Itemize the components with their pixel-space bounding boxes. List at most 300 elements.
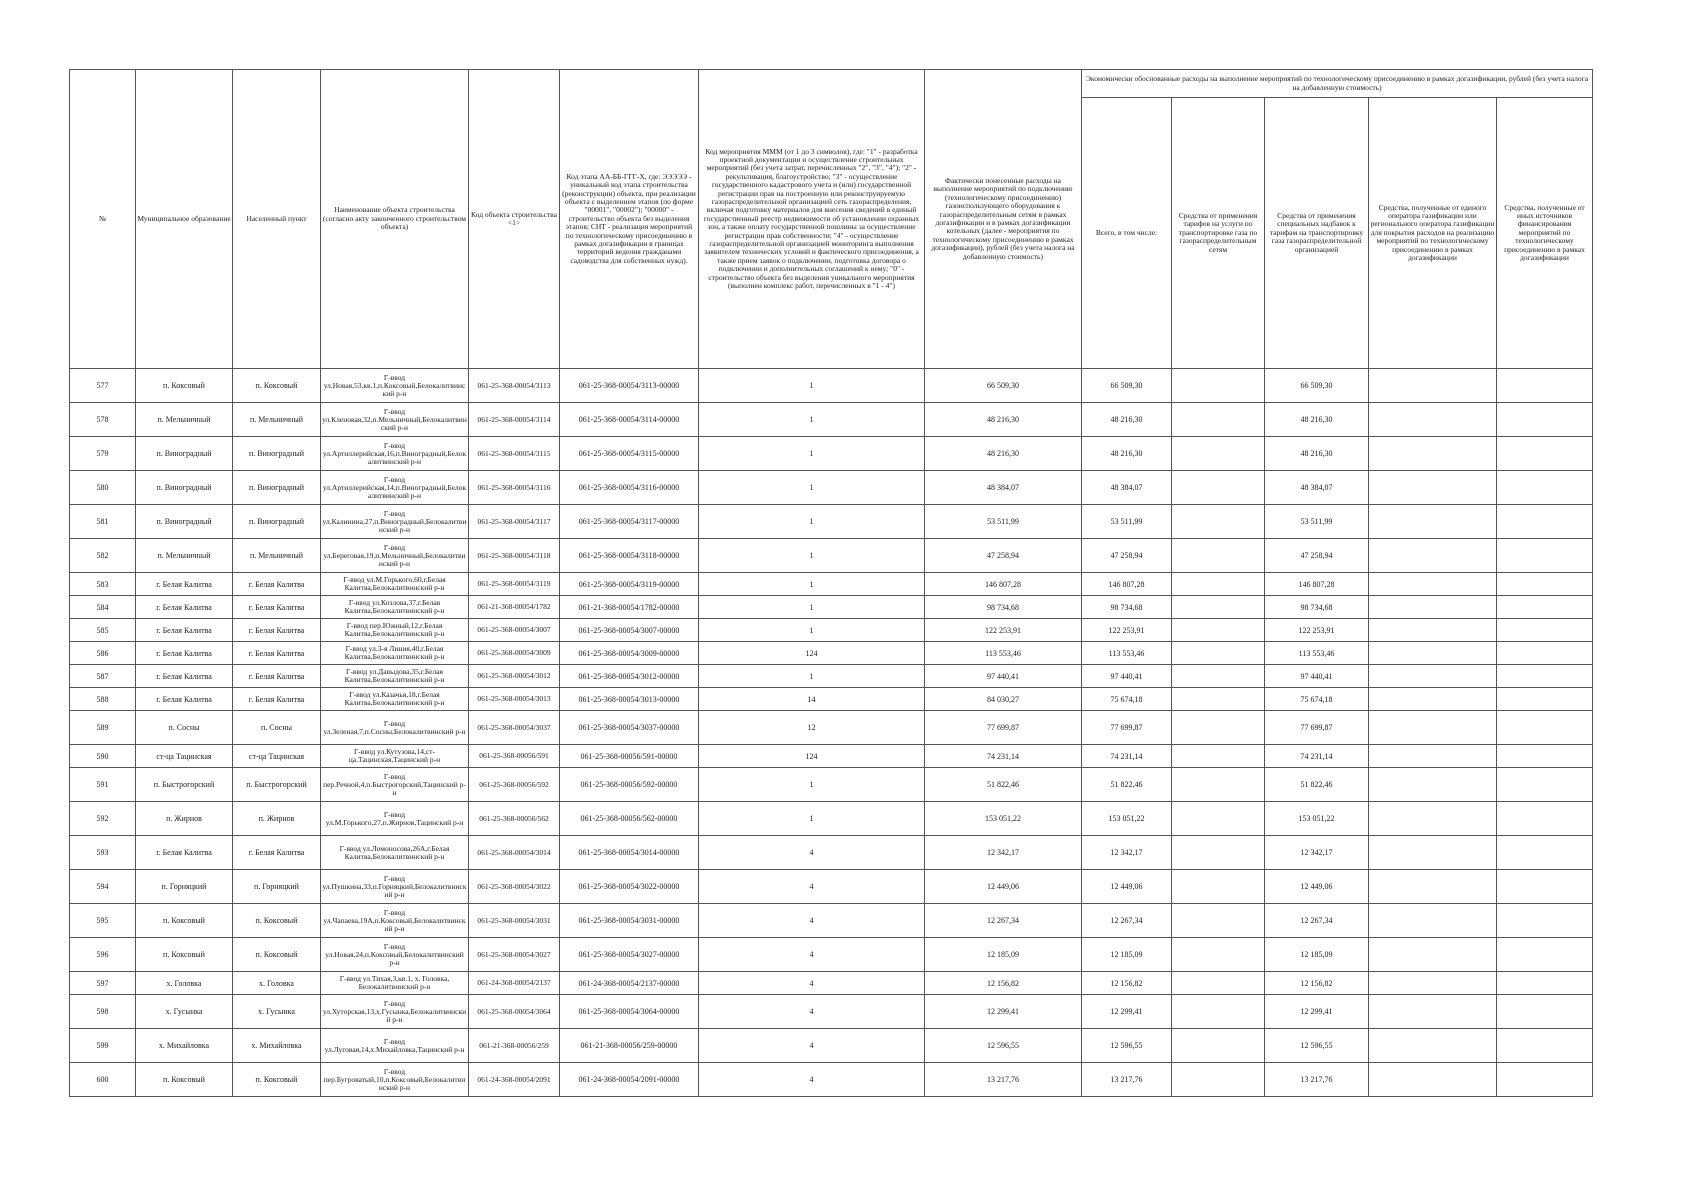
table-row xyxy=(70,870,1593,904)
stage-code-cell: 061-25-368-00054/3031-00000 xyxy=(560,904,699,938)
header-stage-code: Код этапа АА-ББ-ГГГ-Х, где: ЭЭЭЭЭ - уникальный код этапа строительства (реконструкции) объекта, при реализации объекта с выделением этапов (по форме "00001", "00002"); "00000" - строительство объекта без выделения этапов; СНТ - реализация мероприятий по технологическому присоединению в рамках догазификации в границах территорий ведения гражданами садоводства для собственных нужд). xyxy=(560,70,699,369)
stage-code-cell: 061-25-368-00054/3119-00000 xyxy=(560,573,699,596)
object-name-cell: Г-ввод пер.Речной,4,п.Быстрогорский,Тацинский р-н xyxy=(321,768,469,802)
settlement-cell: п. Сосны xyxy=(233,711,321,745)
municipality-cell: х. Михайловка xyxy=(136,1029,233,1063)
municipality-cell: п. Виноградный xyxy=(136,471,233,505)
municipality-cell: г. Белая Калитва xyxy=(136,573,233,596)
tariffs-cell xyxy=(1172,642,1265,665)
actual-costs-cell: 66 509,30 xyxy=(925,369,1082,403)
stage-code-cell: 061-25-368-00054/3009-00000 xyxy=(560,642,699,665)
operator-cell xyxy=(1369,972,1497,995)
municipality-cell: п. Виноградный xyxy=(136,505,233,539)
total-cell: 48 216,30 xyxy=(1082,437,1172,471)
municipality-cell: п. Коксовый xyxy=(136,938,233,972)
gasification-costs-table xyxy=(69,69,1593,1097)
municipality-cell: г. Белая Калитва xyxy=(136,596,233,619)
settlement-cell: п. Коксовый xyxy=(233,938,321,972)
object-code-cell: 061-25-368-00054/3013 xyxy=(469,688,560,711)
actual-costs-cell: 48 216,30 xyxy=(925,403,1082,437)
operator-cell xyxy=(1369,745,1497,768)
surcharges-cell: 66 509,30 xyxy=(1265,369,1369,403)
operator-cell xyxy=(1369,619,1497,642)
stage-code-cell: 061-25-368-00054/3064-00000 xyxy=(560,995,699,1029)
event-code-cell: 4 xyxy=(699,972,925,995)
row-number: 594 xyxy=(70,870,136,904)
settlement-cell: п. Виноградный xyxy=(233,471,321,505)
settlement-cell: п. Коксовый xyxy=(233,369,321,403)
tariffs-cell xyxy=(1172,711,1265,745)
surcharges-cell: 12 299,41 xyxy=(1265,995,1369,1029)
tariffs-cell xyxy=(1172,619,1265,642)
tariffs-cell xyxy=(1172,904,1265,938)
operator-cell xyxy=(1369,369,1497,403)
object-name-cell: Г-ввод пер.Бугроватый,10,п.Коксовый,Белокалитвинский р-н xyxy=(321,1063,469,1097)
surcharges-cell: 113 553,46 xyxy=(1265,642,1369,665)
actual-costs-cell: 13 217,76 xyxy=(925,1063,1082,1097)
actual-costs-cell: 48 384,07 xyxy=(925,471,1082,505)
other-cell xyxy=(1497,768,1593,802)
municipality-cell: п. Мельничный xyxy=(136,539,233,573)
row-number: 597 xyxy=(70,972,136,995)
stage-code-cell: 061-24-368-00054/2137-00000 xyxy=(560,972,699,995)
object-code-cell: 061-25-368-00054/3118 xyxy=(469,539,560,573)
municipality-cell: ст-ца Тацинская xyxy=(136,745,233,768)
stage-code-cell: 061-25-368-00054/3014-00000 xyxy=(560,836,699,870)
total-cell: 12 156,82 xyxy=(1082,972,1172,995)
operator-cell xyxy=(1369,938,1497,972)
total-cell: 75 674,18 xyxy=(1082,688,1172,711)
surcharges-cell: 12 267,34 xyxy=(1265,904,1369,938)
table-row xyxy=(70,596,1593,619)
settlement-cell: п. Коксовый xyxy=(233,904,321,938)
event-code-cell: 124 xyxy=(699,745,925,768)
surcharges-cell: 48 384,07 xyxy=(1265,471,1369,505)
actual-costs-cell: 12 156,82 xyxy=(925,972,1082,995)
object-name-cell: Г-ввод ул.3-я Линия,40,г.Белая Калитва,Белокалитвинский р-н xyxy=(321,642,469,665)
event-code-cell: 1 xyxy=(699,539,925,573)
header-municipality: Муниципальное образование xyxy=(136,70,233,369)
tariffs-cell xyxy=(1172,745,1265,768)
row-number: 590 xyxy=(70,745,136,768)
municipality-cell: п. Коксовый xyxy=(136,904,233,938)
total-cell: 146 807,28 xyxy=(1082,573,1172,596)
table-body xyxy=(70,369,1593,1097)
event-code-cell: 1 xyxy=(699,619,925,642)
tariffs-cell xyxy=(1172,802,1265,836)
municipality-cell: п. Коксовый xyxy=(136,1063,233,1097)
stage-code-cell: 061-25-368-00056/592-00000 xyxy=(560,768,699,802)
municipality-cell: п. Сосны xyxy=(136,711,233,745)
surcharges-cell: 47 258,94 xyxy=(1265,539,1369,573)
tariffs-cell xyxy=(1172,972,1265,995)
object-code-cell: 061-25-368-00056/591 xyxy=(469,745,560,768)
surcharges-cell: 146 807,28 xyxy=(1265,573,1369,596)
other-cell xyxy=(1497,539,1593,573)
total-cell: 48 216,30 xyxy=(1082,403,1172,437)
settlement-cell: п. Мельничный xyxy=(233,403,321,437)
tariffs-cell xyxy=(1172,1029,1265,1063)
object-code-cell: 061-25-368-00054/3113 xyxy=(469,369,560,403)
other-cell xyxy=(1497,745,1593,768)
operator-cell xyxy=(1369,437,1497,471)
row-number: 583 xyxy=(70,573,136,596)
total-cell: 13 217,76 xyxy=(1082,1063,1172,1097)
other-cell xyxy=(1497,403,1593,437)
table-row xyxy=(70,505,1593,539)
other-cell xyxy=(1497,870,1593,904)
stage-code-cell: 061-25-368-00054/3114-00000 xyxy=(560,403,699,437)
operator-cell xyxy=(1369,573,1497,596)
event-code-cell: 124 xyxy=(699,642,925,665)
actual-costs-cell: 97 440,41 xyxy=(925,665,1082,688)
actual-costs-cell: 53 511,99 xyxy=(925,505,1082,539)
settlement-cell: п. Быстрогорский xyxy=(233,768,321,802)
total-cell: 77 699,87 xyxy=(1082,711,1172,745)
row-number: 599 xyxy=(70,1029,136,1063)
surcharges-cell: 97 440,41 xyxy=(1265,665,1369,688)
operator-cell xyxy=(1369,904,1497,938)
header-actual-costs: Фактически понесенные расходы на выполнение мероприятий по подключению (технологическому присоединению) газоиспользующего оборудования к газораспределительным сетям в рамках догазификации и в рамках догазификации котельных (далее - мероприятия по технологическому присоединению в рамках догазификации), рублей (без учета налога на добавленную стоимость) xyxy=(925,70,1082,369)
tariffs-cell xyxy=(1172,995,1265,1029)
actual-costs-cell: 12 185,09 xyxy=(925,938,1082,972)
event-code-cell: 1 xyxy=(699,596,925,619)
other-cell xyxy=(1497,904,1593,938)
stage-code-cell: 061-21-368-00056/259-00000 xyxy=(560,1029,699,1063)
other-cell xyxy=(1497,642,1593,665)
municipality-cell: х. Гусынка xyxy=(136,995,233,1029)
header-object-name: Наименование объекта строительства (согласно акту законченного строительством объекта) xyxy=(321,70,469,369)
row-number: 587 xyxy=(70,665,136,688)
stage-code-cell: 061-25-368-00054/3116-00000 xyxy=(560,471,699,505)
event-code-cell: 4 xyxy=(699,1029,925,1063)
municipality-cell: п. Жирнов xyxy=(136,802,233,836)
surcharges-cell: 48 216,30 xyxy=(1265,403,1369,437)
tariffs-cell xyxy=(1172,688,1265,711)
actual-costs-cell: 12 267,34 xyxy=(925,904,1082,938)
actual-costs-cell: 12 449,06 xyxy=(925,870,1082,904)
row-number: 577 xyxy=(70,369,136,403)
other-cell xyxy=(1497,1063,1593,1097)
event-code-cell: 1 xyxy=(699,505,925,539)
tariffs-cell xyxy=(1172,471,1265,505)
object-name-cell: Г-ввод ул.Казачья,18,г.Белая Калитва,Белокалитвинский р-н xyxy=(321,688,469,711)
object-code-cell: 061-25-368-00054/3031 xyxy=(469,904,560,938)
header-object-code: Код объекта строительства <1> xyxy=(469,70,560,369)
other-cell xyxy=(1497,369,1593,403)
event-code-cell: 1 xyxy=(699,802,925,836)
operator-cell xyxy=(1369,471,1497,505)
table-row xyxy=(70,1029,1593,1063)
event-code-cell: 4 xyxy=(699,836,925,870)
object-code-cell: 061-25-368-00054/3037 xyxy=(469,711,560,745)
table-row xyxy=(70,1063,1593,1097)
surcharges-cell: 122 253,91 xyxy=(1265,619,1369,642)
municipality-cell: п. Быстрогорский xyxy=(136,768,233,802)
total-cell: 153 051,22 xyxy=(1082,802,1172,836)
actual-costs-cell: 84 030,27 xyxy=(925,688,1082,711)
operator-cell xyxy=(1369,642,1497,665)
operator-cell xyxy=(1369,836,1497,870)
total-cell: 12 449,06 xyxy=(1082,870,1172,904)
object-code-cell: 061-24-368-00054/2091 xyxy=(469,1063,560,1097)
other-cell xyxy=(1497,437,1593,471)
event-code-cell: 1 xyxy=(699,471,925,505)
object-code-cell: 061-21-368-00054/1782 xyxy=(469,596,560,619)
settlement-cell: п. Виноградный xyxy=(233,437,321,471)
stage-code-cell: 061-24-368-00054/2091-00000 xyxy=(560,1063,699,1097)
stage-code-cell: 061-25-368-00054/3013-00000 xyxy=(560,688,699,711)
row-number: 579 xyxy=(70,437,136,471)
event-code-cell: 14 xyxy=(699,688,925,711)
stage-code-cell: 061-25-368-00054/3027-00000 xyxy=(560,938,699,972)
header-other: Средства, полученные от иных источников финансирования мероприятий по технологическому присоединению в рамках догазификации xyxy=(1497,98,1593,369)
stage-code-cell: 061-21-368-00054/1782-00000 xyxy=(560,596,699,619)
actual-costs-cell: 113 553,46 xyxy=(925,642,1082,665)
municipality-cell: г. Белая Калитва xyxy=(136,619,233,642)
total-cell: 66 509,30 xyxy=(1082,369,1172,403)
settlement-cell: п. Виноградный xyxy=(233,505,321,539)
settlement-cell: г. Белая Калитва xyxy=(233,619,321,642)
operator-cell xyxy=(1369,403,1497,437)
row-number: 593 xyxy=(70,836,136,870)
object-name-cell: Г-ввод ул.Новая,53,кв.1,п.Коксовый,Белокалитвинский р-н xyxy=(321,369,469,403)
object-code-cell: 061-25-368-00054/3014 xyxy=(469,836,560,870)
surcharges-cell: 75 674,18 xyxy=(1265,688,1369,711)
header-econ-group: Экономически обоснованные расходы на выполнение мероприятий по технологическому присоединению в рамках догазификации, рублей (без учета налога на добавленную стоимость) xyxy=(1082,70,1593,98)
total-cell: 113 553,46 xyxy=(1082,642,1172,665)
actual-costs-cell: 51 822,46 xyxy=(925,768,1082,802)
actual-costs-cell: 12 342,17 xyxy=(925,836,1082,870)
row-number: 588 xyxy=(70,688,136,711)
object-code-cell: 061-25-368-00054/3027 xyxy=(469,938,560,972)
surcharges-cell: 13 217,76 xyxy=(1265,1063,1369,1097)
stage-code-cell: 061-25-368-00054/3022-00000 xyxy=(560,870,699,904)
object-name-cell: Г-ввод ул.Артиллерийская,16,п.Виноградный,Белокалитвинский р-н xyxy=(321,437,469,471)
row-number: 589 xyxy=(70,711,136,745)
stage-code-cell: 061-25-368-00056/562-00000 xyxy=(560,802,699,836)
row-number: 581 xyxy=(70,505,136,539)
municipality-cell: п. Коксовый xyxy=(136,369,233,403)
surcharges-cell: 12 596,55 xyxy=(1265,1029,1369,1063)
municipality-cell: п. Виноградный xyxy=(136,437,233,471)
header-surcharges: Средства от применения специальных надбавок к тарифам на транспортировку газа газораспределительной организацией xyxy=(1265,98,1369,369)
operator-cell xyxy=(1369,802,1497,836)
tariffs-cell xyxy=(1172,369,1265,403)
stage-code-cell: 061-25-368-00054/3007-00000 xyxy=(560,619,699,642)
object-code-cell: 061-24-368-00054/2137 xyxy=(469,972,560,995)
total-cell: 53 511,99 xyxy=(1082,505,1172,539)
surcharges-cell: 77 699,87 xyxy=(1265,711,1369,745)
total-cell: 122 253,91 xyxy=(1082,619,1172,642)
header-tariffs: Средства от применения тарифов на услуги по транспортировке газа по газораспределительным сетям xyxy=(1172,98,1265,369)
row-number: 596 xyxy=(70,938,136,972)
object-name-cell: Г-ввод ул.Тихая,3,кв.1, х. Головка, Белокалитвинский р-н xyxy=(321,972,469,995)
table-row xyxy=(70,904,1593,938)
object-name-cell: Г-ввод ул.Зеленая,7,п.Сосны,Белокалитвинский р-н xyxy=(321,711,469,745)
operator-cell xyxy=(1369,665,1497,688)
object-name-cell: Г-ввод пер.Южный,12,г.Белая Калитва,Белокалитвинский р-н xyxy=(321,619,469,642)
object-name-cell: Г-ввод ул.Артиллерийская,14,п.Виноградный,Белокалитвинский р-н xyxy=(321,471,469,505)
other-cell xyxy=(1497,938,1593,972)
settlement-cell: г. Белая Калитва xyxy=(233,596,321,619)
event-code-cell: 12 xyxy=(699,711,925,745)
other-cell xyxy=(1497,665,1593,688)
total-cell: 12 299,41 xyxy=(1082,995,1172,1029)
object-code-cell: 061-25-368-00056/562 xyxy=(469,802,560,836)
stage-code-cell: 061-25-368-00054/3118-00000 xyxy=(560,539,699,573)
operator-cell xyxy=(1369,1029,1497,1063)
object-name-cell: Г-ввод ул.Пушкина,33,п.Горняцкий,Белокалитвинский р-н xyxy=(321,870,469,904)
table-row xyxy=(70,972,1593,995)
settlement-cell: х. Михайловка xyxy=(233,1029,321,1063)
tariffs-cell xyxy=(1172,573,1265,596)
stage-code-cell: 061-25-368-00056/591-00000 xyxy=(560,745,699,768)
other-cell xyxy=(1497,505,1593,539)
surcharges-cell: 51 822,46 xyxy=(1265,768,1369,802)
settlement-cell: г. Белая Калитва xyxy=(233,573,321,596)
header-event-code: Код мероприятия МММ (от 1 до 3 символов), где: "1" - разработка проектной документации и осуществление строительных мероприятий (без учета затрат, перечисленных "2", "3", "4"); "2" - рекультивация, благоустройство; "3" - осуществление государственного кадастрового учета и (или) государственной регистрации прав на построенную или реконструируемую газораспределительной организацией сеть газораспределения, включая подготовку материалов для внесения сведений в единый государственный реестр недвижимости об установлении охранных зон, а также оплату государственной пошлины за осуществление регистрации прав собственности; "4" - осуществление газораспределительной организацией мониторинга выполнения заявителем технических условий и фактического присоединения, а также прием заявок о подключении, подготовка договора о подключении и дополнительных соглашений к нему; "0" - строительство объекта без выделения уникального мероприятия (выполнен комплекс работ, перечисленных в "1 - 4") xyxy=(699,70,925,369)
surcharges-cell: 98 734,68 xyxy=(1265,596,1369,619)
operator-cell xyxy=(1369,1063,1497,1097)
stage-code-cell: 061-25-368-00054/3115-00000 xyxy=(560,437,699,471)
table-row xyxy=(70,938,1593,972)
header-operator: Средства, полученные от единого оператора газификации или регионального оператора газификации для покрытия расходов на реализацию мероприятий по технологическому присоединению в рамках догазификации xyxy=(1369,98,1497,369)
total-cell: 97 440,41 xyxy=(1082,665,1172,688)
other-cell xyxy=(1497,688,1593,711)
object-code-cell: 061-25-368-00054/3007 xyxy=(469,619,560,642)
object-code-cell: 061-25-368-00054/3116 xyxy=(469,471,560,505)
object-code-cell: 061-25-368-00054/3119 xyxy=(469,573,560,596)
header-settlement: Населенный пункт xyxy=(233,70,321,369)
table-row xyxy=(70,539,1593,573)
table-row xyxy=(70,802,1593,836)
surcharges-cell: 12 449,06 xyxy=(1265,870,1369,904)
actual-costs-cell: 77 699,87 xyxy=(925,711,1082,745)
actual-costs-cell: 48 216,30 xyxy=(925,437,1082,471)
settlement-cell: г. Белая Калитва xyxy=(233,836,321,870)
stage-code-cell: 061-25-368-00054/3037-00000 xyxy=(560,711,699,745)
tariffs-cell xyxy=(1172,938,1265,972)
settlement-cell: п. Горняцкий xyxy=(233,870,321,904)
other-cell xyxy=(1497,711,1593,745)
table-row xyxy=(70,369,1593,403)
object-code-cell: 061-25-368-00054/3117 xyxy=(469,505,560,539)
municipality-cell: п. Мельничный xyxy=(136,403,233,437)
row-number: 591 xyxy=(70,768,136,802)
object-code-cell: 061-25-368-00054/3115 xyxy=(469,437,560,471)
tariffs-cell xyxy=(1172,836,1265,870)
object-code-cell: 061-25-368-00054/3114 xyxy=(469,403,560,437)
event-code-cell: 4 xyxy=(699,995,925,1029)
row-number: 600 xyxy=(70,1063,136,1097)
document-sheet xyxy=(69,69,1592,1097)
table-row xyxy=(70,745,1593,768)
other-cell xyxy=(1497,1029,1593,1063)
tariffs-cell xyxy=(1172,505,1265,539)
other-cell xyxy=(1497,972,1593,995)
total-cell: 48 384,07 xyxy=(1082,471,1172,505)
surcharges-cell: 12 156,82 xyxy=(1265,972,1369,995)
row-number: 585 xyxy=(70,619,136,642)
object-name-cell: Г-ввод ул.Кленовая,32,п.Мельничный,Белокалитвинский р-н xyxy=(321,403,469,437)
other-cell xyxy=(1497,619,1593,642)
table-row xyxy=(70,471,1593,505)
event-code-cell: 4 xyxy=(699,1063,925,1097)
operator-cell xyxy=(1369,711,1497,745)
settlement-cell: х. Головка xyxy=(233,972,321,995)
actual-costs-cell: 74 231,14 xyxy=(925,745,1082,768)
object-name-cell: Г-ввод ул.Хуторская,13,х.Гусынка,Белокалитвинский р-н xyxy=(321,995,469,1029)
actual-costs-cell: 98 734,68 xyxy=(925,596,1082,619)
settlement-cell: г. Белая Калитва xyxy=(233,642,321,665)
object-name-cell: Г-ввод ул.Кутузова,14,ст-ца.Тацинская,Тацинский р-н xyxy=(321,745,469,768)
object-name-cell: Г-ввод ул.Калинина,27,п.Виноградный,Белокалитвинский р-н xyxy=(321,505,469,539)
object-code-cell: 061-21-368-00056/259 xyxy=(469,1029,560,1063)
object-name-cell: Г-ввод ул.Давыдова,35,г.Белая Калитва,Белокалитвинский р-н xyxy=(321,665,469,688)
table-header xyxy=(70,70,1593,369)
actual-costs-cell: 153 051,22 xyxy=(925,802,1082,836)
surcharges-cell: 153 051,22 xyxy=(1265,802,1369,836)
row-number: 598 xyxy=(70,995,136,1029)
tariffs-cell xyxy=(1172,665,1265,688)
stage-code-cell: 061-25-368-00054/3113-00000 xyxy=(560,369,699,403)
object-code-cell: 061-25-368-00054/3012 xyxy=(469,665,560,688)
table-row xyxy=(70,573,1593,596)
table-row xyxy=(70,619,1593,642)
other-cell xyxy=(1497,802,1593,836)
surcharges-cell: 12 342,17 xyxy=(1265,836,1369,870)
other-cell xyxy=(1497,573,1593,596)
header-total: Всего, в том числе: xyxy=(1082,98,1172,369)
row-number: 586 xyxy=(70,642,136,665)
object-name-cell: Г-ввод ул.Луговая,14,х.Михайловка,Тацинский р-н xyxy=(321,1029,469,1063)
table-row xyxy=(70,836,1593,870)
operator-cell xyxy=(1369,539,1497,573)
table-row xyxy=(70,995,1593,1029)
total-cell: 12 342,17 xyxy=(1082,836,1172,870)
settlement-cell: п. Коксовый xyxy=(233,1063,321,1097)
actual-costs-cell: 122 253,91 xyxy=(925,619,1082,642)
total-cell: 12 185,09 xyxy=(1082,938,1172,972)
table-row xyxy=(70,437,1593,471)
tariffs-cell xyxy=(1172,1063,1265,1097)
settlement-cell: х. Гусынка xyxy=(233,995,321,1029)
object-code-cell: 061-25-368-00056/592 xyxy=(469,768,560,802)
other-cell xyxy=(1497,836,1593,870)
operator-cell xyxy=(1369,768,1497,802)
object-name-cell: Г-ввод ул.Козлова,37,г.Белая Калитва,Белокалитвинский р-н xyxy=(321,596,469,619)
total-cell: 51 822,46 xyxy=(1082,768,1172,802)
table-row xyxy=(70,688,1593,711)
table-row xyxy=(70,642,1593,665)
object-name-cell: Г-ввод ул.Ломоносова,26А,г.Белая Калитва,Белокалитвинский р-н xyxy=(321,836,469,870)
table-row xyxy=(70,768,1593,802)
object-code-cell: 061-25-368-00054/3022 xyxy=(469,870,560,904)
municipality-cell: х. Головка xyxy=(136,972,233,995)
object-name-cell: Г-ввод ул.Новая,24,п.Коксовый,Белокалитвинский р-н xyxy=(321,938,469,972)
row-number: 584 xyxy=(70,596,136,619)
table-row xyxy=(70,665,1593,688)
tariffs-cell xyxy=(1172,596,1265,619)
object-name-cell: Г-ввод ул.М.Горького,27,п.Жирнов,Тацинский р-н xyxy=(321,802,469,836)
event-code-cell: 4 xyxy=(699,938,925,972)
event-code-cell: 1 xyxy=(699,665,925,688)
row-number: 582 xyxy=(70,539,136,573)
row-number: 595 xyxy=(70,904,136,938)
municipality-cell: г. Белая Калитва xyxy=(136,642,233,665)
object-name-cell: Г-ввод ул.Чапаева,19А,п.Коксовый,Белокалитвинский р-н xyxy=(321,904,469,938)
